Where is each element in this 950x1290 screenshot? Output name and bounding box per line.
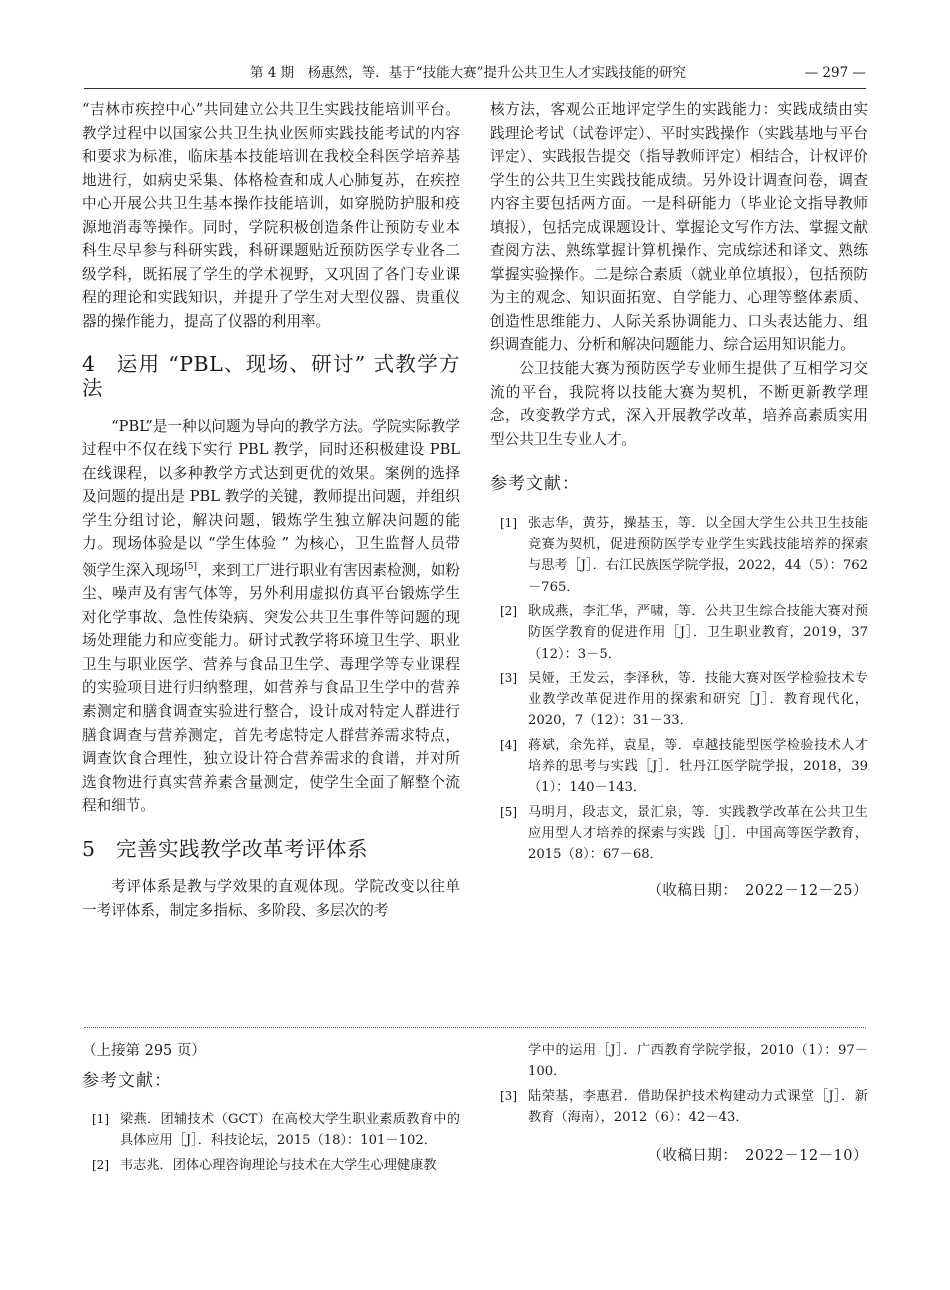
reference-number: [5] <box>500 804 517 819</box>
reference-text: 学中的运用［J］．广西教育学院学报，2010（1）：97－100． <box>528 1043 868 1080</box>
reference-number: [4] <box>500 737 517 752</box>
bottom-references-list <box>82 1109 460 1176</box>
reference-number: [2] <box>92 1157 109 1172</box>
bottom-received-date: （收稿日期： 2022－12－10） <box>647 1148 868 1165</box>
left-paragraph-2 <box>82 415 460 818</box>
reference-item <box>490 1086 868 1129</box>
running-header <box>84 62 866 89</box>
left-paragraph-2-b: ，来到工厂进行职业有害因素检测，如粉尘、噪声及有害气体等，另外利用虚拟仿真平台锻炼学生对化学事故、急性传染病、突发公共卫生事件等问题的现场处理能力和应变能力。研讨式教学将环境卫生学、职业卫生与职业医学、营养与食品卫生学、毒理学等专业课程的实验项目进行归纳整理，如营养与食品卫生学中的营养素测定和膳食调查实验进行整合，设计成对特定人群进行膳食调查与营养测定，首先考虑特定人群营养需求特点，调查饮食合理性，独立设计符合营养需求的食谱，并对所选食物进行真实营养素含量测定，使学生全面了解整个流程和细节。 <box>82 561 460 815</box>
bottom-right-references <box>490 1040 868 1128</box>
reference-text: 梁燕．团辅技术（GCT）在高校大学生职业素质教育中的具体应用［J］．科技论坛，2015（18）：101－102． <box>120 1112 460 1149</box>
reference-number: [3] <box>500 670 517 685</box>
reference-text: 耿成燕，李汇华，严啸，等．公共卫生综合技能大赛对预防医学教育的促进作用［J］．卫生职业教育，2019，37（12）：3－5． <box>528 603 868 662</box>
reference-item <box>490 668 868 732</box>
reference-item <box>490 735 868 799</box>
reference-text: 陆荣基，李惠君．借助保护技术构建动力式课堂［J］．新教育（海南），2012（6）：42－43． <box>528 1088 868 1125</box>
received-date: （收稿日期： 2022－12－25） <box>647 882 868 899</box>
bottom-references-title: 参考文献： <box>82 1071 172 1091</box>
header-title: 第 4 期 杨惠然，等．基于“技能大赛”提升公共卫生人才实践技能的研究 <box>250 65 686 81</box>
references-list <box>490 513 868 866</box>
reference-text: 韦志兆．团体心理咨询理论与技术在大学生心理健康教 <box>120 1157 437 1173</box>
reference-text: 蒋斌，余先祥，袁星，等．卓越技能型医学检验技术人才培养的思考与实践［J］．牡丹江医学院学报，2018，39（1）：140－143． <box>528 737 868 796</box>
reference-text: 马明月，段志文，景汇泉，等．实践教学改革在公共卫生应用型人才培养的探索与实践［J］．中国高等医学教育，2015（8）：67－68． <box>528 804 868 863</box>
continued-from-note: （上接第 295 页） <box>82 1043 206 1059</box>
section-4-title: 运用 “PBL、现场、研讨” 式教学方法 <box>82 352 460 401</box>
section-5-title: 完善实践教学改革考评体系 <box>116 836 368 861</box>
reference-continuation <box>490 1040 868 1083</box>
section-4-heading <box>82 353 460 400</box>
right-column <box>490 98 868 903</box>
reference-number: [3] <box>500 1088 517 1103</box>
citation-5: [5] <box>184 561 198 572</box>
references-title: 参考文献： <box>490 474 580 495</box>
left-paragraph-1: “吉林市疾控中心”共同建立公共卫生实践技能培训平台。教学过程中以国家公共卫生执业医师实践技能考试的内容和要求为标准，临床基本技能培训在我校全科医学培养基地进行，如病史采集、体格检查和成人心肺复苏，在疾控中心开展公共卫生基本操作技能培训，如穿脱防护服和疫源地消毒等操作。同时，学院积极创造条件让预防专业本科生尽早参与科研实践，科研课题贴近预防医学专业各二级学科，既拓展了学生的学术视野，又巩固了各门专业课程的理论和实践知识，并提升了学生对大型仪器、贵重仪器的操作能力，提高了仪器的利用率。 <box>82 101 460 330</box>
reference-item <box>490 513 868 598</box>
reference-number: [1] <box>92 1112 109 1126</box>
section-5-number: 5 <box>82 836 96 861</box>
page-number: — 297 — <box>804 65 866 81</box>
section-4-number: 4 <box>82 352 96 377</box>
reference-item <box>82 1155 460 1176</box>
right-paragraph-1: 核方法，客观公正地评定学生的实践能力：实践成绩由实践理论考试（试卷评定）、平时实践操作（实践基地与平台评定）、实践报告提交（指导教师评定）相结合，计权评价学生的公共卫生实践技能成绩。另外设计调查问卷，调查内容主要包括两方面。一是科研能力（毕业论文指导教师填报），包括完成课题设计、掌握论文写作方法、掌握文献查阅方法、熟练掌握计算机操作、完成综述和译文、熟练掌握实验操作。二是综合素质（就业单位填报），包括预防为主的观念、知识面拓宽、自学能力、心理等整体素质、创造性思维能力、人际关系协调能力、口头表达能力、组织调查能力、分析和解决问题能力、综合运用知识能力。 <box>490 101 868 354</box>
section-5-heading <box>82 838 460 862</box>
reference-text: 张志华，黄芬，操基玉，等．以全国大学生公共卫生技能竞赛为契机，促进预防医学专业学生实践技能培养的探索与思考［J］．右江民族医学院学报，2022，44（5）：762－765． <box>528 515 868 595</box>
left-paragraph-2-a: “PBL”是一种以问题为导向的教学方法。学院实际教学过程中不仅在线下实行 PBL 教学，同时还积极建设 PBL 在线课程，以多种教学方式达到更优的效果。案例的选择及问题的提出是 PBL 教学的关键，教师提出问题，并组织学生分组讨论，解决问题，锻炼学生独立解决问题的能力。现场体验是以 “学生体验 ” 为核心，卫生监督人员带领学生深入现场 <box>82 417 460 579</box>
bottom-left-column <box>82 1040 460 1179</box>
reference-text: 吴娅，王发云，李泽秋，等．技能大赛对医学检验技术专业教学改革促进作用的探索和研究［J］．教育现代化，2020，7（12）：31－33． <box>528 670 868 729</box>
left-paragraph-3: 考评体系是教与学效果的直观体现。学院改变以往单一考评体系，制定多指标、多阶段、多层次的考 <box>82 878 460 919</box>
bottom-right-column <box>490 1040 868 1180</box>
reference-number: [2] <box>500 603 517 618</box>
right-paragraph-2: 公卫技能大赛为预防医学专业师生提供了互相学习交流的平台，我院将以技能大赛为契机，不断更新教学理念，改变教学方式，深入开展教学改革，培养高素质实用型公共卫生专业人才。 <box>490 360 868 448</box>
dotted-divider <box>84 1027 866 1028</box>
reference-item <box>82 1109 460 1152</box>
reference-item <box>490 601 868 665</box>
reference-item <box>490 802 868 866</box>
left-column <box>82 98 460 922</box>
reference-number: [1] <box>500 515 517 530</box>
